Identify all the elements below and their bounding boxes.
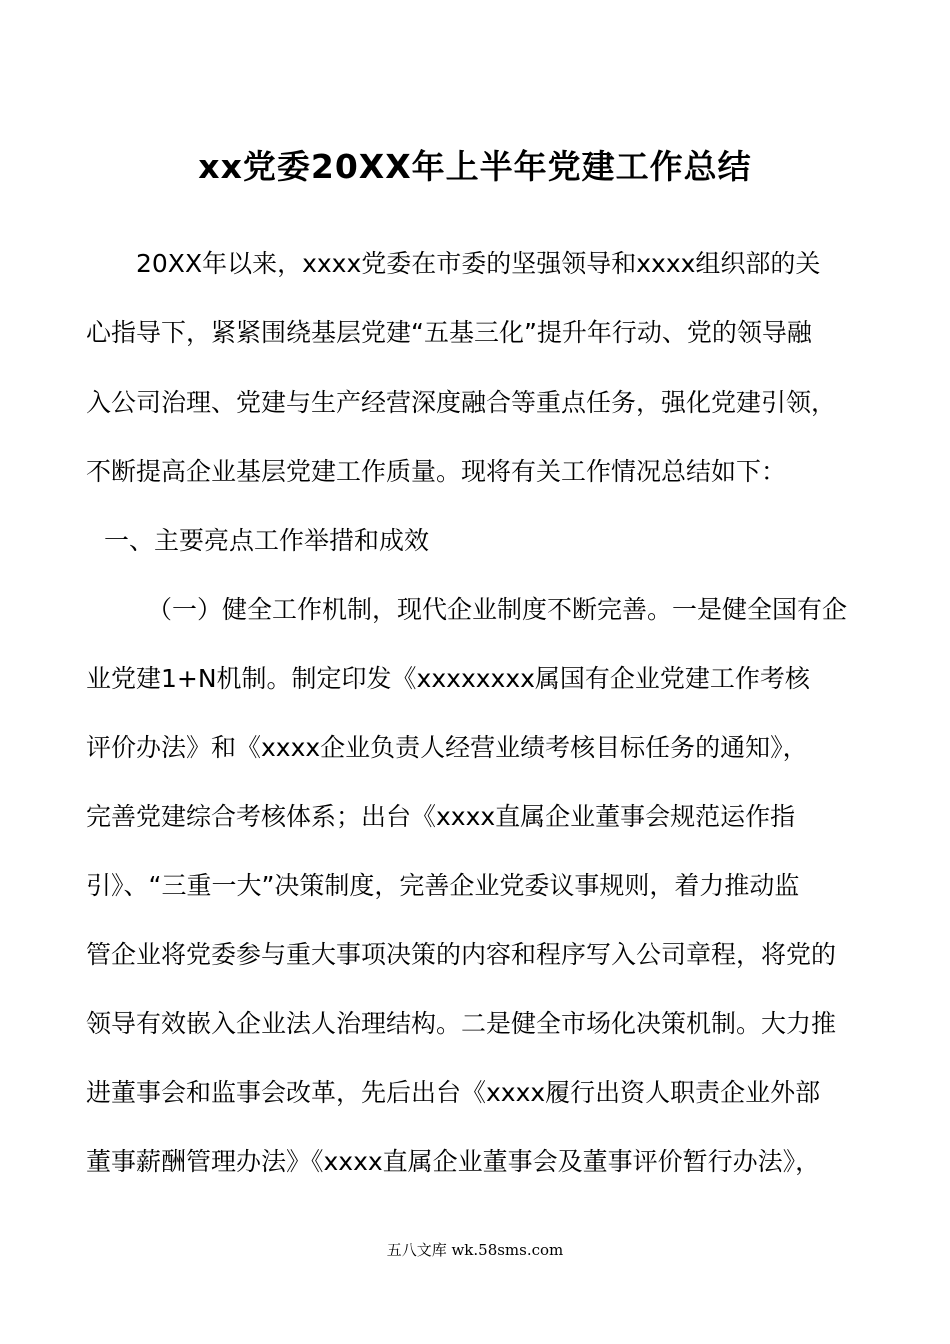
body-line-3: 评价办法》和《xxxx企业负责人经营业绩考核目标任务的通知》， [86, 733, 808, 762]
body-line-5: 引》、“三重一大”决策制度，完善企业党委议事规则，着力推动监 [86, 871, 800, 900]
body-line-6: 管企业将党委参与重大事项决策的内容和程序写入公司章程，将党的 [86, 940, 837, 969]
body-line-1: （一）健全工作机制，现代企业制度不断完善。一是健全国有企 [147, 595, 848, 624]
intro-line-2: 心指导下，紧紧围绕基层党建“五基三化”提升年行动、党的领导融 [86, 318, 812, 347]
body-line-8: 进董事会和监事会改革，先后出台《xxxx履行出资人职责企业外部 [86, 1078, 821, 1107]
body-line-4: 完善党建综合考核体系；出台《xxxx直属企业董事会规范运作指 [86, 802, 796, 831]
body-line-2: 业党建1+N机制。制定印发《xxxxxxxx属国有企业党建工作考核 [86, 664, 810, 693]
footer-watermark: 五八文库 wk.58sms.com [386, 1241, 564, 1259]
intro-line-1: 20XX年以来，xxxx党委在市委的坚强领导和xxxx组织部的关 [136, 249, 821, 278]
section-heading: 一、主要亮点工作举措和成效 [104, 526, 430, 555]
body-line-9: 董事薪酬管理办法》《xxxx直属企业董事会及董事评价暂行办法》， [86, 1147, 821, 1176]
intro-line-3: 入公司治理、党建与生产经营深度融合等重点任务，强化党建引领， [86, 388, 837, 417]
document-title: xx党委20XX年上半年党建工作总结 [198, 147, 752, 186]
intro-line-4: 不断提高企业基层党建工作质量。现将有关工作情况总结如下： [86, 457, 787, 486]
body-line-7: 领导有效嵌入企业法人治理结构。二是健全市场化决策机制。大力推 [86, 1009, 837, 1038]
